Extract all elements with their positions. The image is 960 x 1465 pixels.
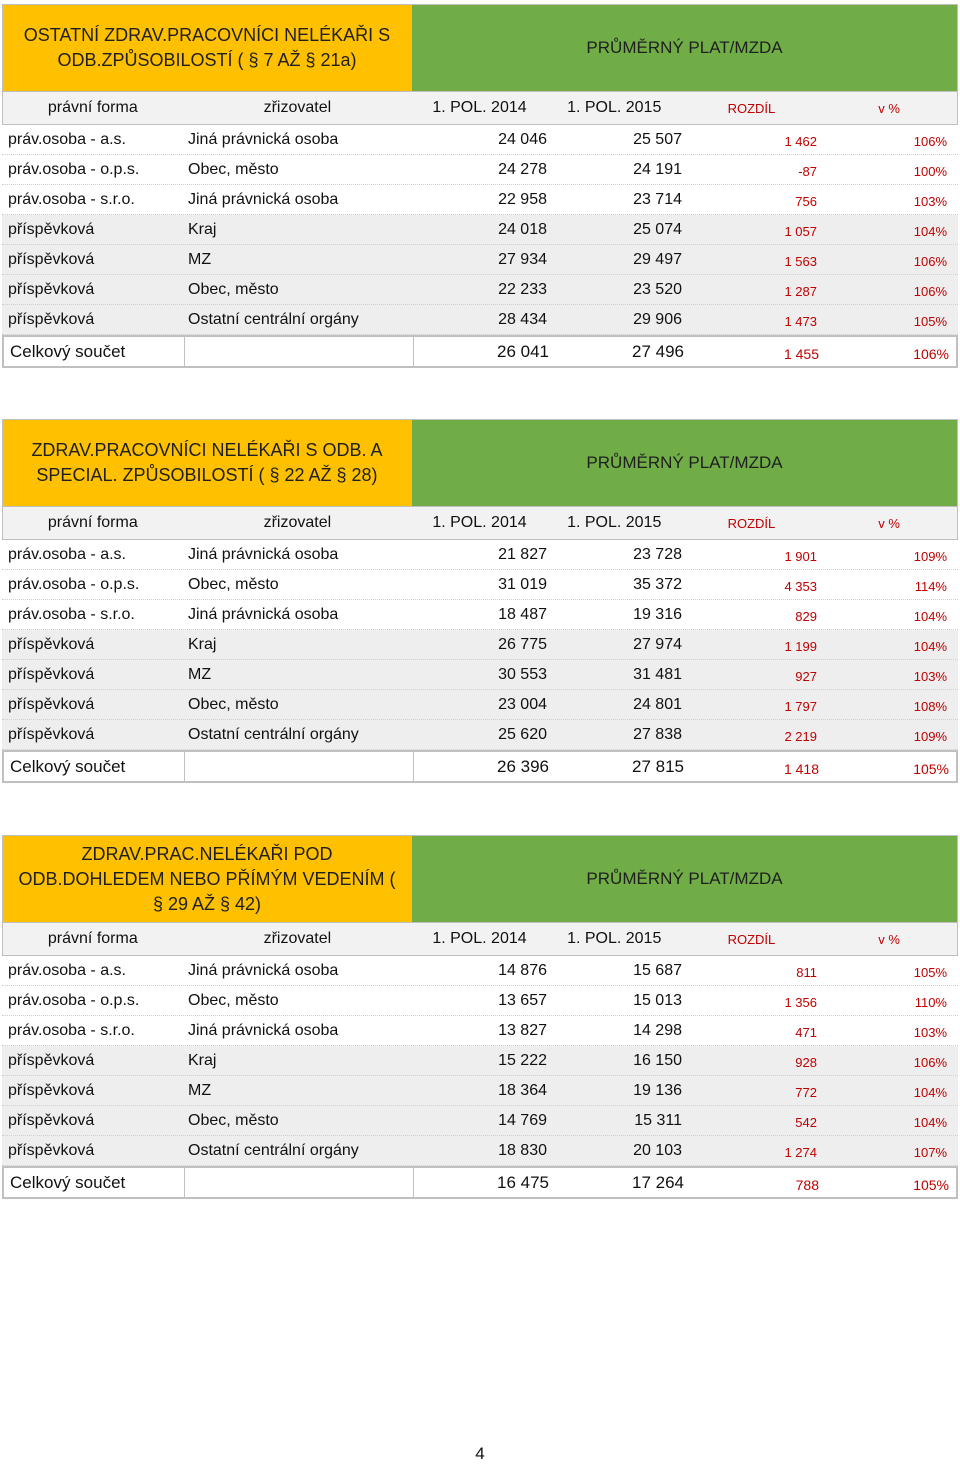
total-rozdil: 1 455 (783, 345, 819, 362)
col-header-rozdil: ROZDÍL (727, 931, 776, 947)
cell-zrizovatel: Obec, město (188, 575, 279, 593)
total-row (2, 1166, 958, 1199)
cell-pravni-forma: práv.osoba - o.p.s. (8, 991, 140, 1009)
cell-rozdil: 1 473 (784, 314, 817, 329)
table-row (2, 1046, 958, 1076)
average-salary-label: PRŮMĚRNÝ PLAT/MZDA (412, 4, 958, 92)
table-row (2, 155, 958, 185)
cell-rozdil: 471 (795, 1025, 817, 1040)
total-percent: 105% (913, 760, 949, 777)
cell-zrizovatel: MZ (188, 665, 212, 683)
table-row (2, 1136, 958, 1166)
cell-zrizovatel: Kraj (188, 220, 217, 238)
table-title: ZDRAV.PRACOVNÍCI NELÉKAŘI S ODB. A SPECIAL. ZPŮSOBILOSTÍ ( § 22 AŽ § 28) (2, 419, 412, 507)
table-row (2, 245, 958, 275)
col-header-pravni-forma: právní forma (47, 930, 138, 947)
cell-rozdil: 1 901 (784, 549, 817, 564)
cell-pravni-forma: příspěvková (8, 310, 95, 328)
cell-pravni-forma: příspěvková (8, 250, 95, 268)
salary-table-2 (2, 419, 958, 783)
cell-2014: 27 934 (498, 250, 547, 268)
cell-2014: 23 004 (498, 695, 547, 713)
cell-zrizovatel: Ostatní centrální orgány (188, 1141, 359, 1159)
cell-rozdil: 772 (795, 1085, 817, 1100)
cell-percent: 103% (913, 1025, 947, 1040)
cell-2015: 24 191 (633, 160, 682, 178)
cell-2015: 25 507 (633, 130, 682, 148)
cell-2015: 27 838 (633, 725, 682, 743)
column-headers (2, 92, 958, 125)
total-2014: 26 041 (497, 341, 549, 361)
table-row (2, 125, 958, 155)
cell-pravni-forma: práv.osoba - a.s. (8, 130, 126, 148)
cell-pravni-forma: práv.osoba - a.s. (8, 545, 126, 563)
total-label: Celkový součet (10, 1172, 126, 1192)
total-percent: 106% (913, 345, 949, 362)
col-header-rozdil: ROZDÍL (727, 100, 776, 116)
total-empty-cell (184, 337, 414, 366)
cell-pravni-forma: příspěvková (8, 1051, 95, 1069)
cell-2014: 14 769 (498, 1111, 547, 1129)
cell-2015: 23 728 (633, 545, 682, 563)
cell-percent: 104% (913, 224, 947, 239)
cell-2015: 20 103 (633, 1141, 682, 1159)
cell-pravni-forma: příspěvková (8, 1111, 95, 1129)
total-rozdil: 788 (795, 1176, 819, 1193)
table-row (2, 956, 958, 986)
cell-pravni-forma: příspěvková (8, 695, 95, 713)
table-row (2, 570, 958, 600)
cell-percent: 107% (913, 1145, 947, 1160)
cell-2014: 24 278 (498, 160, 547, 178)
cell-rozdil: 1 287 (784, 284, 817, 299)
cell-2015: 19 136 (633, 1081, 682, 1099)
cell-2014: 24 018 (498, 220, 547, 238)
cell-rozdil: 829 (795, 609, 817, 624)
salary-table-3 (2, 835, 958, 1199)
cell-zrizovatel: Ostatní centrální orgány (188, 310, 359, 328)
cell-rozdil: 1 462 (784, 134, 817, 149)
cell-percent: 104% (913, 1085, 947, 1100)
cell-zrizovatel: Jiná právnická osoba (188, 961, 339, 979)
average-salary-label: PRŮMĚRNÝ PLAT/MZDA (412, 419, 958, 507)
cell-2015: 23 714 (633, 190, 682, 208)
cell-zrizovatel: Jiná právnická osoba (188, 130, 339, 148)
cell-2015: 19 316 (633, 605, 682, 623)
cell-2015: 14 298 (633, 1021, 682, 1039)
total-label: Celkový součet (10, 756, 126, 776)
cell-pravni-forma: příspěvková (8, 1081, 95, 1099)
cell-2014: 26 775 (498, 635, 547, 653)
total-rozdil: 1 418 (783, 760, 819, 777)
cell-rozdil: 1 797 (784, 699, 817, 714)
cell-rozdil: 1 199 (784, 639, 817, 654)
cell-zrizovatel: MZ (188, 250, 212, 268)
cell-percent: 110% (914, 995, 947, 1010)
table-row (2, 660, 958, 690)
table-row (2, 690, 958, 720)
cell-2015: 15 311 (634, 1111, 682, 1129)
cell-2015: 29 497 (633, 250, 682, 268)
cell-percent: 104% (913, 609, 947, 624)
total-row (2, 335, 958, 368)
cell-2014: 25 620 (498, 725, 547, 743)
cell-2014: 31 019 (498, 575, 547, 593)
cell-rozdil: 756 (795, 194, 817, 209)
cell-rozdil: 1 563 (784, 254, 817, 269)
col-header-pravni-forma: právní forma (47, 514, 138, 531)
cell-zrizovatel: Jiná právnická osoba (188, 545, 339, 563)
col-header-2014: 1. POL. 2014 (432, 930, 527, 947)
table-row (2, 986, 958, 1016)
cell-zrizovatel: Obec, město (188, 160, 279, 178)
column-headers (2, 923, 958, 956)
total-2014: 16 475 (497, 1172, 549, 1192)
table-row (2, 600, 958, 630)
cell-2015: 16 150 (633, 1051, 682, 1069)
cell-pravni-forma: příspěvková (8, 725, 95, 743)
cell-2015: 35 372 (633, 575, 682, 593)
total-2015: 27 815 (632, 756, 684, 776)
cell-percent: 106% (913, 1055, 947, 1070)
cell-rozdil: 1 274 (784, 1145, 817, 1160)
cell-2015: 27 974 (633, 635, 682, 653)
total-2014: 26 396 (497, 756, 549, 776)
cell-percent: 104% (913, 639, 947, 654)
salary-table-1 (2, 4, 958, 368)
table-row (2, 1016, 958, 1046)
cell-pravni-forma: příspěvková (8, 220, 95, 238)
cell-2015: 15 013 (633, 991, 682, 1009)
col-header-percent: v % (878, 515, 900, 531)
table-row (2, 1076, 958, 1106)
col-header-2015: 1. POL. 2015 (567, 514, 662, 531)
cell-rozdil: 4 353 (784, 579, 817, 594)
col-header-2015: 1. POL. 2015 (567, 930, 662, 947)
cell-percent: 106% (913, 284, 947, 299)
cell-percent: 109% (913, 729, 947, 744)
col-header-zrizovatel: zřizovatel (263, 514, 332, 531)
cell-2014: 13 827 (498, 1021, 547, 1039)
table-row (2, 185, 958, 215)
col-header-2014: 1. POL. 2014 (432, 514, 527, 531)
col-header-percent: v % (878, 100, 900, 116)
total-percent: 105% (913, 1176, 949, 1193)
cell-rozdil: 1 356 (784, 995, 817, 1010)
cell-2014: 22 233 (498, 280, 547, 298)
cell-pravni-forma: příspěvková (8, 1141, 95, 1159)
table-row (2, 630, 958, 660)
cell-pravni-forma: příspěvková (8, 665, 95, 683)
cell-zrizovatel: Kraj (188, 1051, 217, 1069)
table-row (2, 720, 958, 750)
col-header-rozdil: ROZDÍL (727, 515, 776, 531)
cell-zrizovatel: Obec, město (188, 695, 279, 713)
cell-2014: 15 222 (498, 1051, 547, 1069)
cell-pravni-forma: příspěvková (8, 635, 95, 653)
table-row (2, 1106, 958, 1136)
cell-2014: 24 046 (498, 130, 547, 148)
cell-2015: 23 520 (633, 280, 682, 298)
cell-zrizovatel: MZ (188, 1081, 212, 1099)
cell-2014: 21 827 (498, 545, 547, 563)
average-salary-label: PRŮMĚRNÝ PLAT/MZDA (412, 835, 958, 923)
total-2015: 27 496 (632, 341, 684, 361)
cell-rozdil: 927 (795, 669, 817, 684)
col-header-2014: 1. POL. 2014 (432, 99, 527, 116)
cell-2015: 24 801 (633, 695, 682, 713)
cell-pravni-forma: práv.osoba - s.r.o. (8, 1021, 135, 1039)
cell-pravni-forma: příspěvková (8, 280, 95, 298)
table-title: OSTATNÍ ZDRAV.PRACOVNÍCI NELÉKAŘI S ODB.ZPŮSOBILOSTÍ ( § 7 AŽ § 21a) (2, 4, 412, 92)
cell-rozdil: 928 (795, 1055, 817, 1070)
cell-2014: 18 830 (498, 1141, 547, 1159)
cell-zrizovatel: Jiná právnická osoba (188, 190, 339, 208)
cell-2014: 13 657 (498, 991, 547, 1009)
cell-percent: 109% (913, 549, 947, 564)
cell-pravni-forma: práv.osoba - s.r.o. (8, 190, 135, 208)
cell-2015: 31 481 (633, 665, 682, 683)
cell-rozdil: 1 057 (784, 224, 817, 239)
cell-percent: 103% (913, 194, 947, 209)
cell-2015: 29 906 (633, 310, 682, 328)
cell-percent: 108% (913, 699, 947, 714)
total-empty-cell (184, 1168, 414, 1197)
cell-zrizovatel: Kraj (188, 635, 217, 653)
column-headers (2, 507, 958, 540)
table-header (2, 835, 958, 923)
total-label: Celkový součet (10, 341, 126, 361)
col-header-zrizovatel: zřizovatel (263, 930, 332, 947)
total-2015: 17 264 (632, 1172, 684, 1192)
cell-zrizovatel: Ostatní centrální orgány (188, 725, 359, 743)
cell-2015: 15 687 (633, 961, 682, 979)
cell-percent: 104% (913, 1115, 947, 1130)
cell-2014: 14 876 (498, 961, 547, 979)
cell-percent: 114% (914, 579, 947, 594)
cell-2014: 22 958 (498, 190, 547, 208)
total-row (2, 750, 958, 783)
cell-zrizovatel: Obec, město (188, 280, 279, 298)
cell-zrizovatel: Jiná právnická osoba (188, 1021, 339, 1039)
page-number: 4 (475, 1444, 485, 1463)
cell-zrizovatel: Obec, město (188, 991, 279, 1009)
col-header-zrizovatel: zřizovatel (263, 99, 332, 116)
col-header-2015: 1. POL. 2015 (567, 99, 662, 116)
table-header (2, 4, 958, 92)
cell-rozdil: 542 (795, 1115, 817, 1130)
table-title: ZDRAV.PRAC.NELÉKAŘI POD ODB.DOHLEDEM NEBO PŘÍMÝM VEDENÍM ( § 29 AŽ § 42) (2, 835, 412, 923)
table-row (2, 215, 958, 245)
cell-pravni-forma: práv.osoba - a.s. (8, 961, 126, 979)
cell-zrizovatel: Obec, město (188, 1111, 279, 1129)
table-row (2, 275, 958, 305)
cell-percent: 106% (913, 134, 947, 149)
cell-percent: 105% (913, 965, 947, 980)
cell-zrizovatel: Jiná právnická osoba (188, 605, 339, 623)
cell-rozdil: 811 (796, 965, 817, 980)
col-header-pravni-forma: právní forma (47, 99, 138, 116)
cell-rozdil: 2 219 (784, 729, 817, 744)
table-row (2, 305, 958, 335)
cell-2014: 18 364 (498, 1081, 547, 1099)
cell-pravni-forma: práv.osoba - s.r.o. (8, 605, 135, 623)
table-header (2, 419, 958, 507)
cell-percent: 106% (913, 254, 947, 269)
cell-2014: 18 487 (498, 605, 547, 623)
col-header-percent: v % (878, 931, 900, 947)
cell-rozdil: -87 (798, 164, 817, 179)
cell-2014: 28 434 (498, 310, 547, 328)
cell-2015: 25 074 (633, 220, 682, 238)
cell-pravni-forma: práv.osoba - o.p.s. (8, 575, 140, 593)
cell-percent: 105% (913, 314, 947, 329)
table-row (2, 540, 958, 570)
cell-percent: 100% (913, 164, 947, 179)
cell-pravni-forma: práv.osoba - o.p.s. (8, 160, 140, 178)
cell-percent: 103% (913, 669, 947, 684)
cell-2014: 30 553 (498, 665, 547, 683)
total-empty-cell (184, 752, 414, 781)
